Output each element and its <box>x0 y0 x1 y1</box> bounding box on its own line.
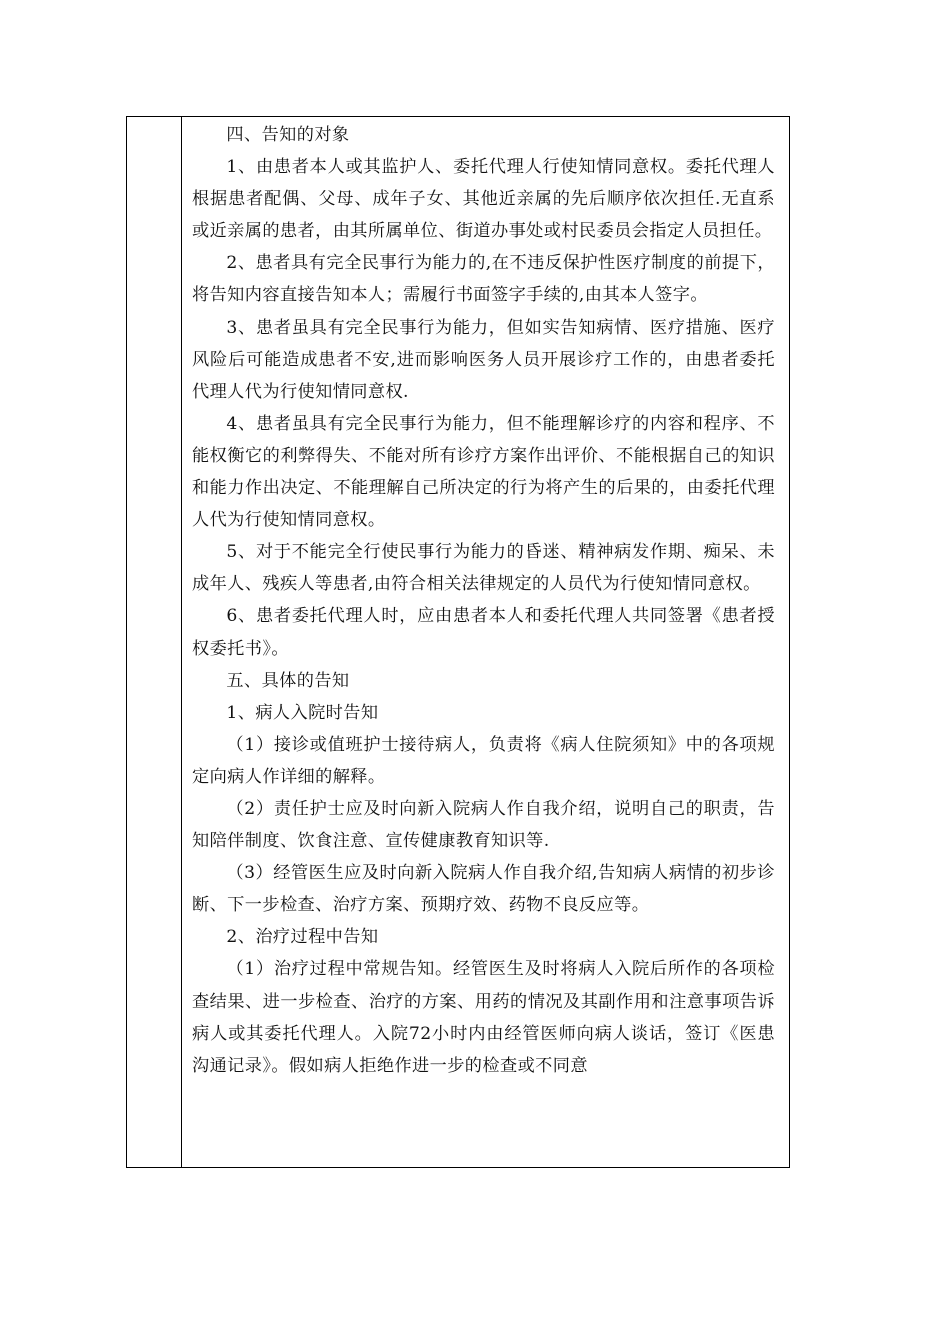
heading-section-4: 四、告知的对象 <box>226 125 350 145</box>
paragraph-admission-2: （2）责任护士应及时向新入院病人作自我介绍，说明自己的职责，告知陪伴制度、饮食注意、宣传健康教育知识等. <box>192 798 775 852</box>
paragraph-treatment-1: （1）治疗过程中常规告知。经管医生及时将病人入院后所作的各项检查结果、进一步检查、治疗的方案、用药的情况及其副作用和注意事项告诉病人或其委托代理人。入院72小时内由经管医师向病人谈话，签订《医患沟通记录》。假如病人拒绝作进一步的检查或不同意 <box>192 959 775 1076</box>
paragraph-item-2: 2、患者具有完全民事行为能力的,在不违反保护性医疗制度的前提下，将告知内容直接告知本人；需履行书面签字手续的,由其本人签字。 <box>192 253 775 306</box>
table-content-cell <box>182 117 789 1167</box>
heading-section-5: 五、具体的告知 <box>226 670 350 691</box>
paragraph-admission-1: （1）接诊或值班护士接待病人，负责将《病人住院须知》中的各项规定向病人作详细的解释。 <box>192 734 775 787</box>
paragraph-item-3: 3、患者虽具有完全民事行为能力，但如实告知病情、医疗措施、医疗风险后可能造成患者不安,进而影响医务人员开展诊疗工作的，由患者委托代理人代为行使知情同意权. <box>192 317 775 402</box>
table-left-column <box>127 117 182 1167</box>
paragraph-item-1: 1、由患者本人或其监护人、委托代理人行使知情同意权。委托代理人根据患者配偶、父母、成年子女、其他近亲属的先后顺序依次担任.无直系或近亲属的患者，由其所属单位、街道办事处或村民委员会指定人员担任。 <box>192 157 775 242</box>
paragraph-item-5: 5、对于不能完全行使民事行为能力的昏迷、精神病发作期、痴呆、未成年人、残疾人等患者,由符合相关法律规定的人员代为行使知情同意权。 <box>192 542 775 595</box>
subheading-admission-notice: 1、病人入院时告知 <box>226 702 379 723</box>
paragraph-item-4: 4、患者虽具有完全民事行为能力，但不能理解诊疗的内容和程序、不能权衡它的利弊得失、不能对所有诊疗方案作出评价、不能根据自己的知识和能力作出决定、不能理解自己所决定的行为将产生的后果的，由委托代理人代为行使知情同意权。 <box>192 413 775 531</box>
subheading-treatment-notice: 2、治疗过程中告知 <box>226 927 379 948</box>
paragraph-admission-3: （3）经管医生应及时向新入院病人作自我介绍,告知病人病情的初步诊断、下一步检查、治疗方案、预期疗效、药物不良反应等。 <box>192 863 775 916</box>
paragraph-item-6: 6、患者委托代理人时，应由患者本人和委托代理人共同签署《患者授权委托书》。 <box>192 606 775 659</box>
document-table <box>126 116 790 1168</box>
